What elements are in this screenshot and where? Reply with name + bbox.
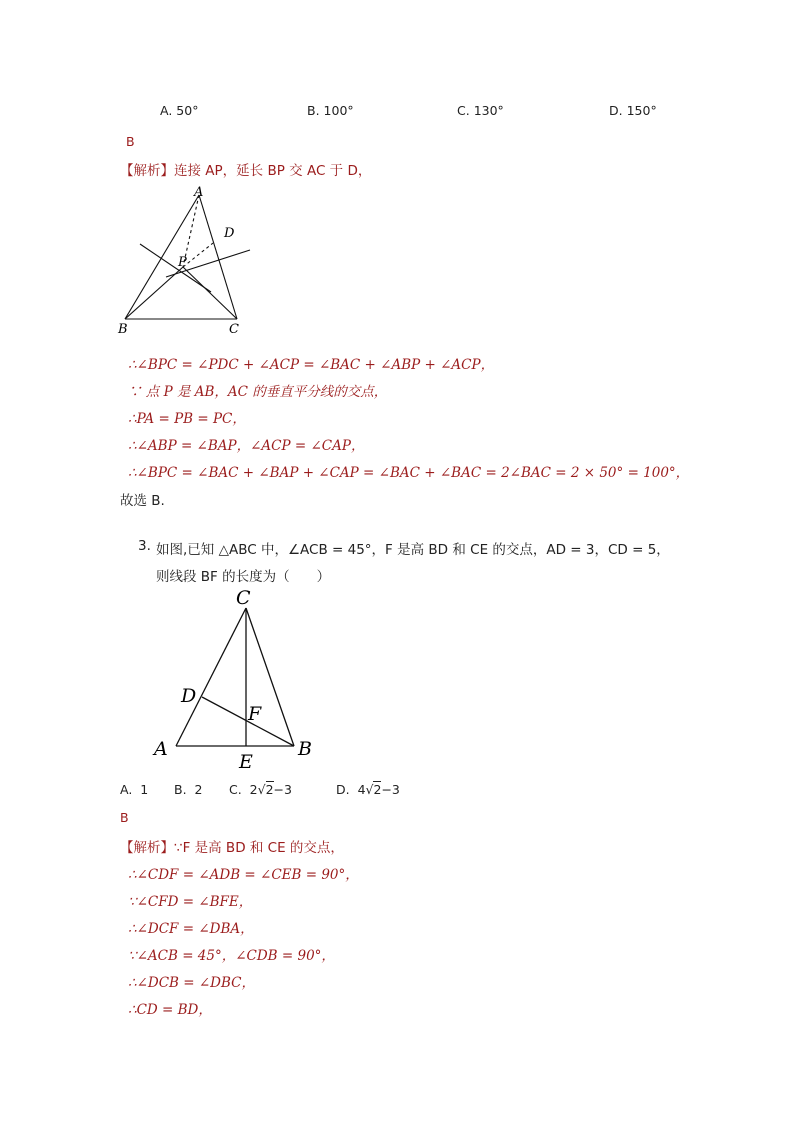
q3-option-d[interactable]: D. 4√2−3: [336, 782, 400, 797]
label-d: D: [224, 226, 235, 241]
label-c: C: [236, 587, 251, 609]
label-p: P: [178, 255, 187, 270]
q3-analysis-heading: [120, 836, 344, 856]
q3-step-1: ∴∠CDF = ∠ADB = ∠CEB = 90°，: [128, 867, 359, 883]
q2-answer: B: [126, 134, 135, 149]
segment-bc: [246, 608, 294, 746]
segment-ac: [176, 608, 246, 746]
analysis-tag: 【解析】: [120, 163, 174, 179]
q3-step-4: ∵∠ACB = 45°，∠CDB = 90°，: [128, 948, 335, 964]
q3-step-3: ∴∠DCF = ∠DBA，: [128, 921, 254, 937]
q2-option-c[interactable]: C. 130°: [457, 103, 504, 118]
q2-step-2: ∵ 点 P 是 AB，AC 的垂直平分线的交点，: [128, 384, 388, 400]
q2-option-a[interactable]: A. 50°: [160, 103, 199, 118]
q3-answer: B: [120, 810, 129, 825]
segment-ab: [125, 195, 199, 319]
analysis-tag: 【解析】: [120, 840, 174, 856]
label-a: A: [194, 185, 204, 200]
sqrt-sign-icon: √: [257, 782, 266, 797]
label-b: B: [118, 322, 128, 337]
label-d: D: [181, 685, 197, 707]
label-a: A: [154, 738, 168, 760]
q2-figure: [112, 184, 262, 340]
q2-conclusion: 故选 B.: [120, 493, 165, 509]
analysis-intro: ∵F 是高 BD 和 CE 的交点，: [174, 840, 344, 856]
label-c: C: [229, 322, 239, 337]
q3-number: 3.: [138, 538, 151, 554]
q2-step-3: ∴PA = PB = PC，: [128, 411, 246, 427]
sqrt-sign-icon: √: [365, 782, 374, 797]
q2-step-1: ∴∠BPC = ∠PDC + ∠ACP = ∠BAC + ∠ABP + ∠ACP，: [128, 357, 495, 373]
q3-step-6: ∴CD = BD，: [128, 1002, 212, 1018]
q3-option-a[interactable]: A. 1: [120, 782, 149, 797]
q3-question-line1: 如图,已知 △ABC 中，∠ACB = 45°，F 是高 BD 和 CE 的交点，AD = 3，CD = 5，: [156, 542, 670, 558]
q3-step-5: ∴∠DCB = ∠DBC，: [128, 975, 256, 991]
q2-analysis-heading: [120, 159, 371, 179]
label-f: F: [248, 703, 262, 725]
q3-question-line2: 则线段 BF 的长度为（ ）: [156, 569, 331, 585]
q3-option-b[interactable]: B. 2: [174, 782, 203, 797]
q3-step-2: ∵∠CFD = ∠BFE，: [128, 894, 253, 910]
q2-step-4: ∴∠ABP = ∠BAP，∠ACP = ∠CAP，: [128, 438, 365, 454]
analysis-intro: 连接 AP，延长 BP 交 AC 于 D，: [174, 163, 372, 179]
label-b: B: [298, 738, 312, 760]
perpendicular-bisector-ab: [140, 244, 211, 292]
q2-step-5: ∴∠BPC = ∠BAC + ∠BAP + ∠CAP = ∠BAC + ∠BAC = 2∠BAC = 2 × 50° = 100°，: [128, 465, 690, 481]
label-e: E: [239, 751, 253, 772]
q2-option-b[interactable]: B. 100°: [307, 103, 354, 118]
q3-figure: [148, 586, 328, 772]
q3-option-c[interactable]: C. 2√2−3: [229, 782, 292, 797]
q2-option-d[interactable]: D. 150°: [609, 103, 657, 118]
